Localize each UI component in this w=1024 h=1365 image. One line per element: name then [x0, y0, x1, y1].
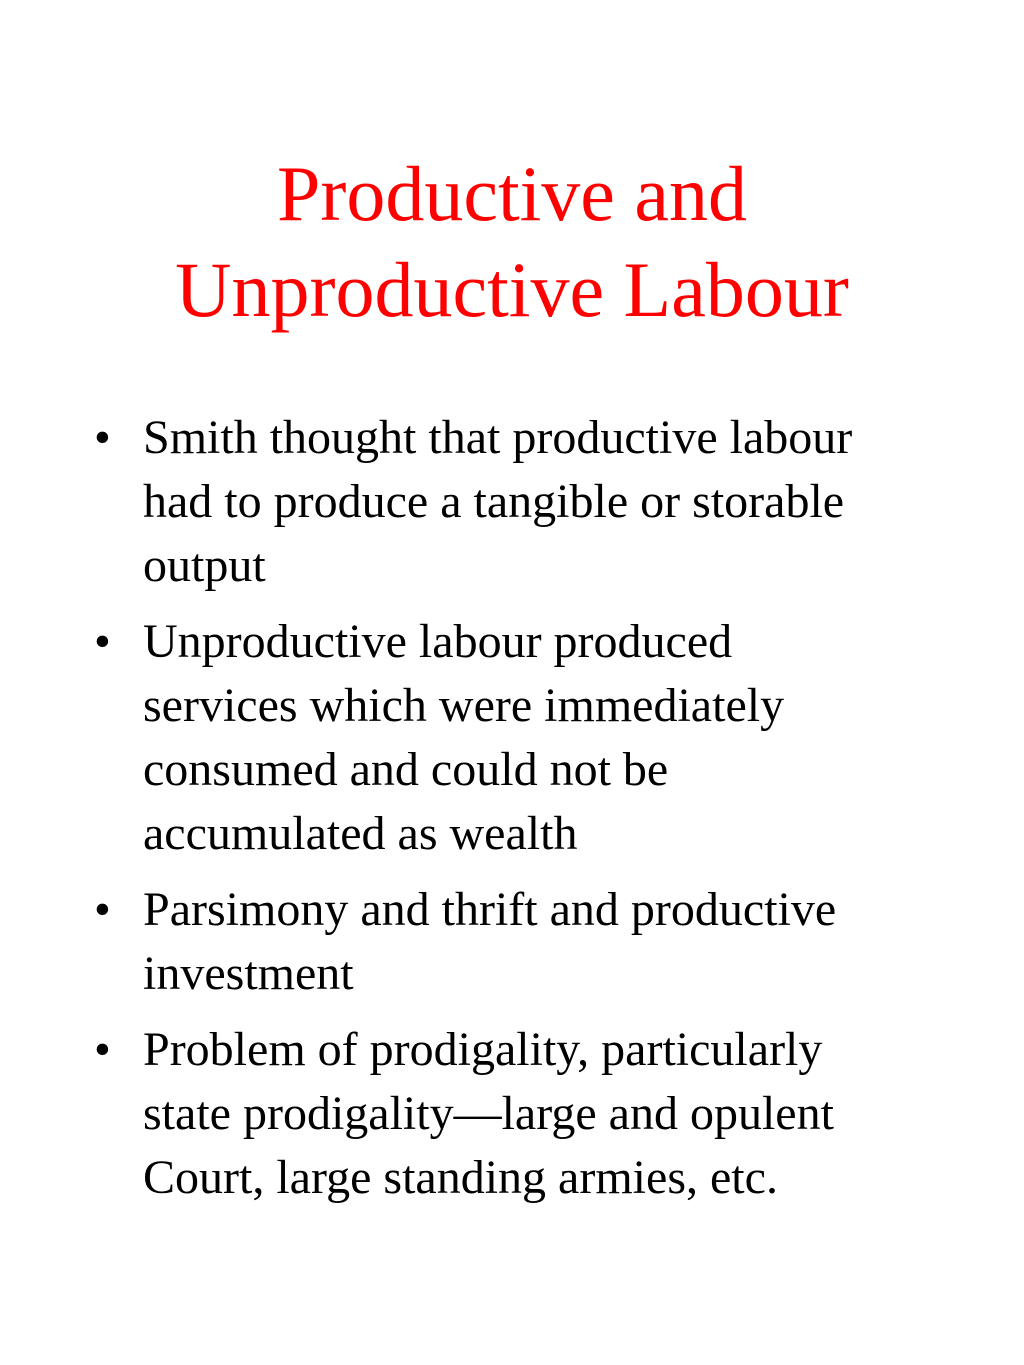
bullet-2-line-4: accumulated as wealth — [143, 807, 578, 860]
bullet-2-line-1: Unproductive labour produced — [143, 615, 733, 668]
bullet-list — [80, 406, 950, 1222]
bullet-4-line-1: Problem of prodigality, particularly — [143, 1023, 823, 1076]
bullet-1-line-3: output — [143, 539, 266, 592]
slide-title — [0, 146, 1024, 338]
bullet-marker: • — [94, 883, 111, 936]
bullet-2-line-2: services which were immediately — [143, 679, 785, 732]
bullet-marker: • — [94, 411, 111, 464]
bullet-4-line-3: Court, large standing armies, etc. — [143, 1151, 778, 1204]
bullet-item-2 — [80, 610, 950, 866]
bullet-3-line-1: Parsimony and thrift and productive — [143, 883, 837, 936]
bullet-2-line-3: consumed and could not be — [143, 743, 669, 796]
bullet-item-1 — [80, 406, 950, 598]
title-line-2: Unproductive Labour — [175, 246, 849, 333]
bullet-4-line-2: state prodigality—large and opulent — [143, 1087, 834, 1140]
bullet-1-line-1: Smith thought that productive labour — [143, 411, 853, 464]
title-line-1: Productive and — [276, 150, 748, 237]
bullet-3-line-2: investment — [143, 947, 354, 1000]
bullet-marker: • — [94, 615, 111, 668]
bullet-item-3 — [80, 878, 950, 1006]
bullet-1-line-2: had to produce a tangible or storable — [143, 475, 845, 528]
bullet-marker: • — [94, 1023, 111, 1076]
bullet-item-4 — [80, 1018, 950, 1210]
